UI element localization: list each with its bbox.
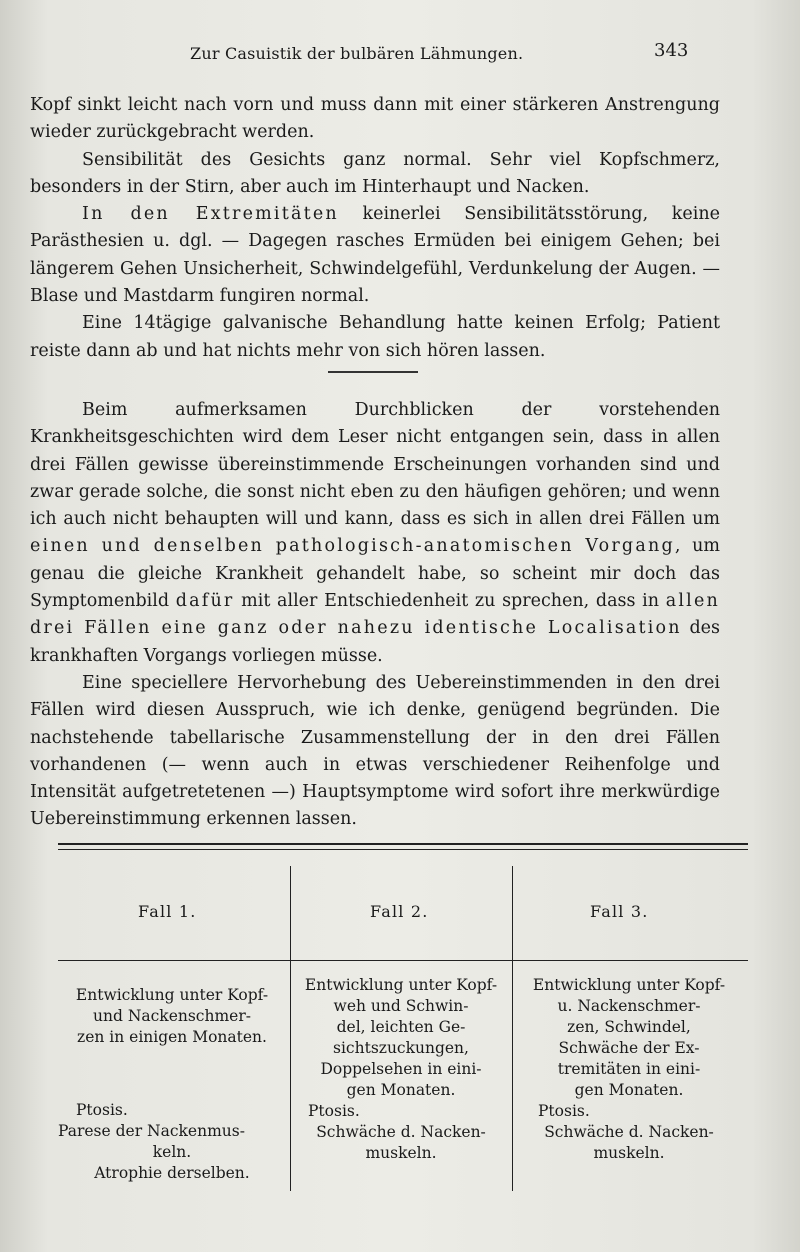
cell-line: muskeln. bbox=[593, 1144, 665, 1162]
cell-line: gen Monaten. bbox=[346, 1081, 456, 1099]
spaced-emphasis: In den Extremitäten bbox=[82, 204, 339, 225]
spaced-emphasis: allen drei Fällen eine ganz oder nahezu identische Localisation bbox=[30, 591, 720, 639]
case-continuation bbox=[30, 92, 720, 365]
cell-line: muskeln. bbox=[365, 1144, 437, 1162]
paragraph-table-intro bbox=[30, 670, 720, 834]
cell-line: tremitäten in eini- bbox=[557, 1060, 701, 1078]
spaced-emphasis: einen und denselben pathologisch-anatomischen Vorgang, bbox=[30, 536, 683, 557]
cell-line: Entwicklung unter Kopf- bbox=[304, 976, 498, 994]
cell-line: gen Monaten. bbox=[574, 1081, 684, 1099]
paragraph-text: Sensibilität des Gesichts ganz normal. Sehr viel Kopfschmerz, besonders in der Stirn, aber auch im Hinterhaupt und Nacken. bbox=[30, 149, 720, 197]
paragraph-head-position bbox=[30, 92, 720, 147]
discussion-section bbox=[30, 397, 720, 834]
cell-line: Ptosis. bbox=[308, 1102, 360, 1120]
paragraph-summary bbox=[30, 397, 720, 670]
paragraph-sensibility bbox=[30, 147, 720, 202]
cell-line: Ptosis. bbox=[76, 1101, 128, 1119]
cell-line: Schwäche d. Nacken- bbox=[544, 1123, 714, 1141]
table-cell-fall-1 bbox=[58, 985, 286, 1184]
table-top-rule bbox=[58, 843, 748, 845]
paragraph-text: um genau die gleiche Krankheit gehandelt habe, so scheint mir doch das Symptomenbild bbox=[30, 536, 720, 612]
page-number: 343 bbox=[654, 40, 689, 61]
cell-line: Atrophie derselben. bbox=[94, 1164, 250, 1182]
paragraph-treatment bbox=[30, 310, 720, 365]
cell-line: del, leichten Ge- bbox=[336, 1018, 466, 1036]
table-header-fall-3: Fall 3. bbox=[590, 902, 649, 921]
table-top-rule-thin bbox=[58, 849, 748, 850]
table-cell-fall-3 bbox=[516, 975, 742, 1164]
column-divider bbox=[290, 866, 291, 1191]
cell-line: sichtszuckungen, bbox=[333, 1039, 469, 1057]
cell-line: zen, Schwindel, bbox=[567, 1018, 691, 1036]
table-cell-fall-2 bbox=[294, 975, 508, 1164]
paragraph-text: Eine 14tägige galvanische Behandlung hatte keinen Erfolg; Patient reiste dann ab und hat nichts mehr von sich hören lassen. bbox=[30, 313, 720, 361]
cell-line: Entwicklung unter Kopf- bbox=[532, 976, 726, 994]
cell-line: Entwicklung unter Kopf- bbox=[75, 986, 269, 1004]
cell-line: Parese der Nackenmus- bbox=[58, 1122, 245, 1140]
paragraph-text: mit aller Entschiedenheit zu sprechen, dass in bbox=[234, 591, 666, 612]
spaced-emphasis: dafür bbox=[175, 591, 235, 612]
cell-line: zen in einigen Monaten. bbox=[77, 1028, 267, 1046]
table-header-fall-2: Fall 2. bbox=[370, 902, 429, 921]
cell-line: und Nackenschmer- bbox=[93, 1007, 251, 1025]
cell-line: Ptosis. bbox=[538, 1102, 590, 1120]
cell-line: Schwäche der Ex- bbox=[558, 1039, 700, 1057]
cell-line: weh und Schwin- bbox=[333, 997, 469, 1015]
cell-line: u. Nackenschmer- bbox=[557, 997, 701, 1015]
cell-line: keln. bbox=[152, 1143, 192, 1161]
paragraph-text: Kopf sinkt leicht nach vorn und muss dann mit einer stärkeren Anstrengung wieder zurückgebracht werden. bbox=[30, 95, 720, 143]
section-divider bbox=[328, 371, 418, 373]
table-header-rule bbox=[58, 960, 748, 961]
paragraph-text: Beim aufmerksamen Durchblicken der vorstehenden Krankheitsgeschichten wird dem Leser nicht entgangen sein, dass in allen drei Fällen gewisse übereinstimmende Erscheinungen vorhanden sind und zwar gerade solche, die sonst nicht eben zu den häufigen gehören; und wenn ich auch nicht behaupten will und kann, dass es sich in allen drei Fällen um bbox=[30, 400, 720, 530]
paragraph-extremities bbox=[30, 201, 720, 310]
running-header: Zur Casuistik der bulbären Lähmungen. bbox=[190, 44, 524, 63]
paragraph-text: Eine speciellere Hervorhebung des Uebereinstimmenden in den drei Fällen wird diesen Ausspruch, wie ich denke, genügend begründen. Die nachstehende tabellarische Zusammenstellung der in den drei Fällen vorhandenen (— wenn auch in etwas verschiedener Reihenfolge und Intensität aufgetretetenen —) Hauptsymptome wird sofort ihre merkwürdige Uebereinstimmung erkennen lassen. bbox=[30, 672, 720, 830]
paragraph-text: des krankhaften Vorgangs vorliegen müsse. bbox=[30, 618, 720, 666]
cell-line: Doppelsehen in eini- bbox=[320, 1060, 482, 1078]
table-header-fall-1: Fall 1. bbox=[138, 902, 197, 921]
column-divider bbox=[512, 866, 513, 1191]
cell-line: Schwäche d. Nacken- bbox=[316, 1123, 486, 1141]
paragraph-text: keinerlei Sensibilitätsstörung, keine Parästhesien u. dgl. — Dagegen rasches Ermüden bei einigem Gehen; bei längerem Gehen Unsicherheit, Schwindelgefühl, Verdunkelung der Augen. — Blase und Mastdarm fungiren normal. bbox=[30, 204, 720, 307]
